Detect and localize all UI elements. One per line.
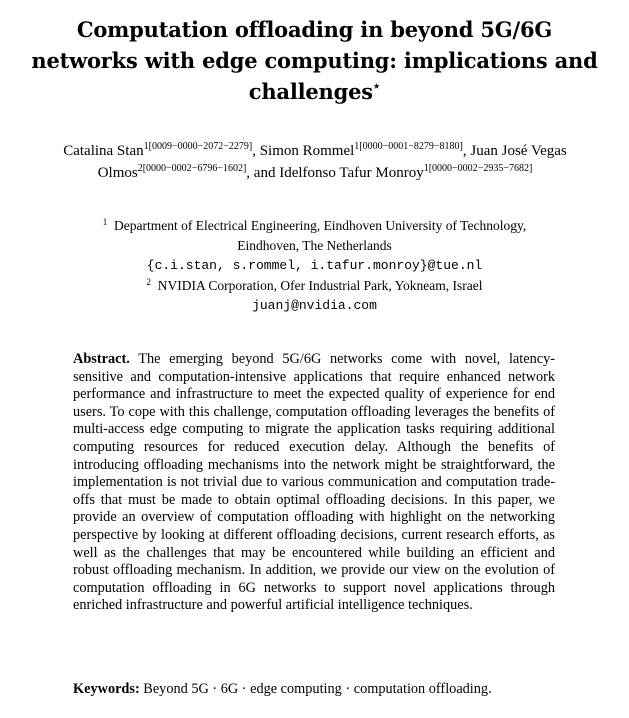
author-name: Catalina Stan xyxy=(63,143,144,159)
keywords xyxy=(73,681,555,699)
author-affil: 1[0000−0002−2935−7682] xyxy=(423,163,533,174)
author xyxy=(260,143,463,159)
affiliation-1 xyxy=(40,216,589,236)
author-name: Juan José Vegas Olmos xyxy=(97,143,567,181)
author-name: Idelfonso Tafur Monroy xyxy=(279,165,424,181)
affiliation-number: 2 xyxy=(146,277,152,287)
abstract xyxy=(73,351,555,615)
author xyxy=(63,143,252,159)
affiliation-1-email: {c.i.stan, s.rommel, i.tafur.monroy}@tue.nl xyxy=(146,258,483,273)
abstract-label: Abstract. xyxy=(73,351,130,367)
title-footnote-mark: ⋆ xyxy=(372,79,381,93)
keywords-label: Keywords: xyxy=(73,681,140,697)
affiliation-text: Department of Electrical Engineering, Eindhoven University of Technology, xyxy=(114,218,527,233)
author-orcid: [0000−0002−2935−7682] xyxy=(428,163,533,174)
affiliation-2-email: juanj@nvidia.com xyxy=(252,298,377,313)
title-line-1: Computation offloading in beyond 5G/6G xyxy=(76,17,553,42)
author xyxy=(279,165,532,181)
author-orcid: [0009−0000−2072−2279] xyxy=(148,141,253,152)
author-list: Catalina Stan$^{1[0009-0000-2072-2279]}$, Simon Rommel$^{1[0000-0001-8279-8180]}$, Juan José Vegas Olmos$^{2[0000-0002-6796-1602]}$, and Idelfonso Tafur Monroy$^{1[0000-0002-2935-7682]}$ xyxy=(63,141,567,181)
title-line-3 xyxy=(20,76,609,107)
author-affil: 1[0000−0001−8279−8180] xyxy=(354,141,463,152)
title-line-2: networks with edge computing: implications and xyxy=(31,48,598,73)
author-affil: 2[0000−0002−6796−1602] xyxy=(137,163,247,174)
affiliation-2 xyxy=(40,276,589,296)
affiliation-text: NVIDIA Corporation, Ofer Industrial Park, Yokneam, Israel xyxy=(157,278,483,293)
abstract-text: The emerging beyond 5G/6G networks come with novel, latency-sensitive and computation-intensive applications that require enhanced network performance and infrastructure to meet the expected quality of experience for end users. To cope with this challenge, computation offloading leverages the benefits of multi-access edge computing to migrate the application tasks requiring additional computing resources for reduced execution delay. Although the benefits of introducing offloading mechanisms into the network might be straightforward, the implementation is not trivial due to various communication and computation trade-offs that must be made to obtain optimal offloading decisions. In this paper, we provide an overview of computation offloading with highlight on the networking perspective by looking at different offloading decisions, current research efforts, as well as the challenges that may be encountered while building an efficient and robust offloading mechanism. In addition, we provide our view on the evolution of computation offloading in 6G networks to support novel applications through enriched infrastructure and powerful artificial intelligence techniques. xyxy=(73,351,555,614)
author-affil: 1[0009−0000−2072−2279] xyxy=(143,141,253,152)
paper-title xyxy=(20,14,609,107)
author-orcid: [0000−0002−6796−1602] xyxy=(142,163,247,174)
title-line-3-text: challenges xyxy=(248,79,373,104)
keywords-text: Beyond 5G · 6G · edge computing · computation offloading. xyxy=(143,681,492,697)
author-orcid: [0000−0001−8279−8180] xyxy=(359,141,463,152)
affiliation-1-city: Eindhoven, The Netherlands xyxy=(237,238,392,253)
affiliations xyxy=(40,216,589,316)
affiliation-number: 1 xyxy=(102,217,108,227)
author-name: Simon Rommel xyxy=(259,143,355,159)
